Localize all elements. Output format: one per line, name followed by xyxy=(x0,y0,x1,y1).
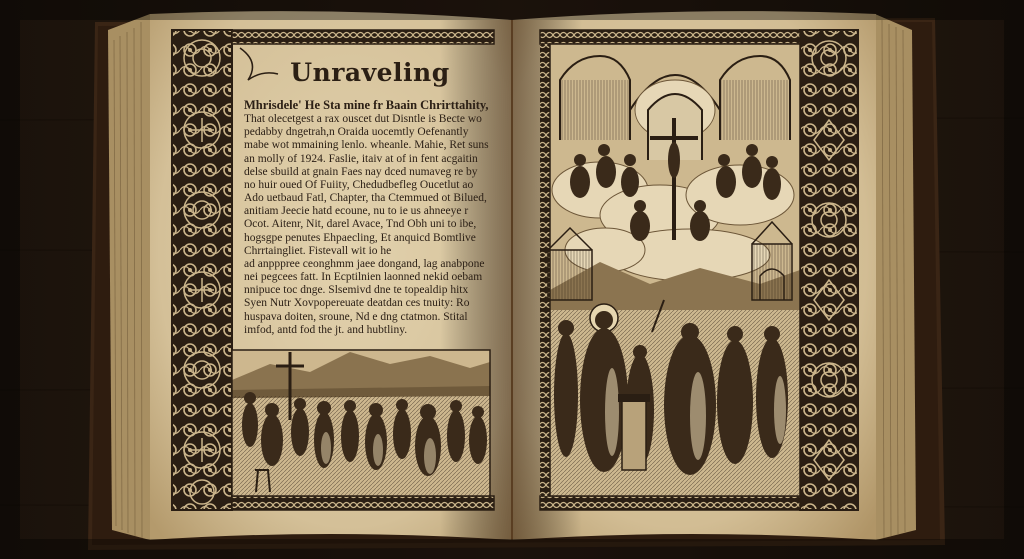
text-line: mabe wot mmaining lenlo. wheanle. Mahie, Ret suns xyxy=(244,139,489,152)
page-title: Unraveling xyxy=(290,58,450,87)
text-line: an molly of 1924. Faslie, itaiv at of in fent acgaitin xyxy=(244,152,478,165)
left-engraving-crowd xyxy=(232,350,490,496)
text-line: pedabby dngetrah,n Oraida uocemtly Oefenantly xyxy=(244,126,469,139)
text-line: Ocot. Aitenr, Nit, darel Avace, Tnd Obh uni to ibe, xyxy=(244,218,477,231)
body-text xyxy=(244,99,496,337)
text-line: Mhrisdele' He Sta mine fr Baain Chrirttahity, xyxy=(244,99,489,112)
text-line: no huir oued Of Fuiity, Chedudbefleg Oucetlut ao xyxy=(244,178,474,191)
right-engraving xyxy=(548,44,800,496)
text-line: anitiam Jeecie hatd ecoune, nu to ie us ahneeye r xyxy=(244,205,469,218)
text-line: Chrrtaingliet. Fistevall wit io he xyxy=(244,244,392,257)
text-line: Syen Nutr Xovpopereuate deatdan ces tnuity: Ro xyxy=(244,297,470,310)
left-page-text xyxy=(244,58,496,358)
text-line: imfod, antd fod the jt. and hubtliny. xyxy=(244,323,408,336)
text-line: hogsgpe penutes Ehpaecling, Et anquicd Bomtlive xyxy=(244,231,476,244)
text-line: nnipuce toc dnge. Slsemivd dne te topealdip hitx xyxy=(244,284,469,297)
text-line: delse sbuild at gnain Faes nay dced numaveg re by xyxy=(244,165,478,178)
text-line: ad anpppree ceonghmm jaee dongand, lag anabpone xyxy=(244,257,485,270)
text-line: nei pegcees fatt. In Ecptilnien laonned nekid oebam xyxy=(244,271,483,284)
text-line: huspava doiten, sroune, Nd e dng ctatmon. Stital xyxy=(244,310,468,323)
text-line: That olecetgest a rax ouscet dut Disntle is Becte wo xyxy=(244,113,482,126)
text-line: Ado uetbaud Fatl, Chapter, tha Ctemmued ot Bilued, xyxy=(244,192,487,205)
